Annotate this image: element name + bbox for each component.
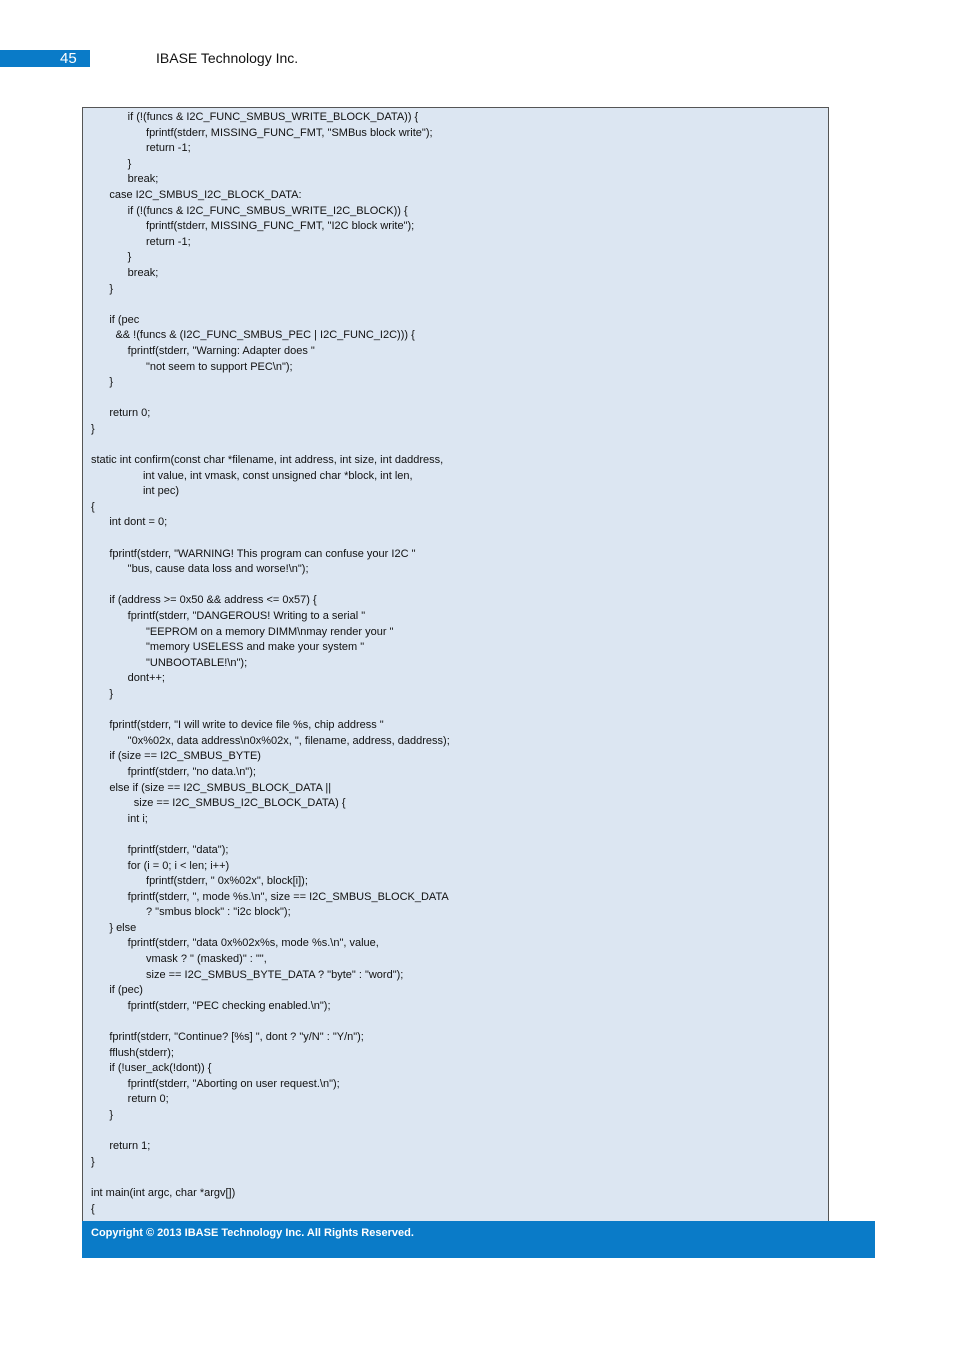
code-line: } else	[91, 921, 137, 934]
code-line: }	[91, 1155, 95, 1168]
code-line: return 1;	[91, 1140, 151, 1153]
code-line: for (i = 0; i < len; i++)	[91, 859, 230, 872]
code-line: fprintf(stderr, "data");	[91, 843, 229, 856]
code-line: break;	[91, 266, 159, 279]
code-line: }	[91, 422, 95, 435]
code-line: int i;	[91, 812, 148, 825]
code-line	[91, 531, 828, 547]
company-name: IBASE Technology Inc.	[156, 50, 299, 66]
code-line: "not seem to support PEC\n");	[91, 360, 293, 373]
code-line: "0x%02x, data address\n0x%02x, ", filename, address, daddress);	[91, 734, 450, 747]
code-line: fprintf(stderr, "Aborting on user request.\n");	[91, 1077, 340, 1090]
code-line: if (!(funcs & I2C_FUNC_SMBUS_WRITE_I2C_BLOCK)) {	[91, 204, 408, 217]
code-line: else if (size == I2C_SMBUS_BLOCK_DATA ||	[91, 781, 332, 794]
code-line: dont++;	[91, 672, 165, 685]
code-line: && !(funcs & (I2C_FUNC_SMBUS_PEC | I2C_FUNC_I2C))) {	[91, 329, 415, 342]
code-line: return 0;	[91, 1093, 169, 1106]
code-line: fprintf(stderr, " 0x%02x", block[i]);	[91, 875, 308, 888]
code-line: fprintf(stderr, MISSING_FUNC_FMT, "SMBus block write");	[91, 126, 433, 139]
page-number: 45	[60, 50, 77, 67]
code-line: return -1;	[91, 142, 191, 155]
code-line: fprintf(stderr, MISSING_FUNC_FMT, "I2C block write");	[91, 220, 415, 233]
code-line: fprintf(stderr, "Continue? [%s] ", dont ? "y/N" : "Y/n");	[91, 1031, 364, 1044]
code-line: "UNBOOTABLE!\n");	[91, 656, 248, 669]
code-line: if (pec)	[91, 984, 143, 997]
code-line	[91, 391, 828, 407]
code-line: int main(int argc, char *argv[])	[91, 1186, 236, 1199]
code-line: vmask ? " (masked)" : "",	[91, 953, 267, 966]
code-line: {	[91, 500, 95, 513]
code-line: fprintf(stderr, ", mode %s.\n", size == I2C_SMBUS_BLOCK_DATA	[91, 890, 449, 903]
code-line	[91, 827, 828, 843]
page-number-tab	[0, 50, 90, 67]
code-line	[91, 1014, 828, 1030]
code-line: break;	[91, 173, 159, 186]
code-line: size == I2C_SMBUS_BYTE_DATA ? "byte" : "word");	[91, 968, 404, 981]
code-line: }	[91, 282, 114, 295]
code-line: size == I2C_SMBUS_I2C_BLOCK_DATA) {	[91, 797, 346, 810]
code-line: if (pec	[91, 313, 140, 326]
code-line: fprintf(stderr, "Warning: Adapter does "	[91, 344, 315, 357]
code-line: "bus, cause data loss and worse!\n");	[91, 563, 309, 576]
code-line: }	[91, 251, 132, 264]
code-line: "EEPROM on a memory DIMM\nmay render your "	[91, 625, 394, 638]
code-line: fprintf(stderr, "data 0x%02x%s, mode %s.\n", value,	[91, 937, 379, 950]
code-line: return 0;	[91, 407, 151, 420]
code-line: }	[91, 687, 114, 700]
footer-bar	[82, 1221, 875, 1258]
code-line: static int confirm(const char *filename, int address, int size, int daddress,	[91, 454, 444, 467]
code-line: fprintf(stderr, "I will write to device file %s, chip address "	[91, 719, 384, 732]
code-line: int pec)	[91, 485, 180, 498]
code-line: int dont = 0;	[91, 516, 168, 529]
code-line	[91, 437, 828, 453]
code-line: fprintf(stderr, "WARNING! This program can confuse your I2C "	[91, 547, 416, 560]
copyright-text: Copyright © 2013 IBASE Technology Inc. All Rights Reserved.	[91, 1227, 414, 1239]
code-line	[91, 297, 828, 313]
code-line: }	[91, 157, 132, 170]
code-line: if (!user_ack(!dont)) {	[91, 1062, 212, 1075]
code-line: return -1;	[91, 235, 191, 248]
code-line: }	[91, 376, 114, 389]
code-line: fprintf(stderr, "PEC checking enabled.\n");	[91, 999, 331, 1012]
code-line: "memory USELESS and make your system "	[91, 641, 365, 654]
code-line: fprintf(stderr, "DANGEROUS! Writing to a serial "	[91, 610, 366, 622]
code-line	[91, 1124, 828, 1140]
code-line: int value, int vmask, const unsigned char *block, int len,	[91, 469, 413, 482]
code-line: if (address >= 0x50 && address <= 0x57) {	[91, 594, 317, 607]
code-line: case I2C_SMBUS_I2C_BLOCK_DATA:	[91, 188, 302, 201]
code-line: fflush(stderr);	[91, 1046, 174, 1059]
code-line: fprintf(stderr, "no data.\n");	[91, 765, 256, 778]
code-line: }	[91, 1109, 114, 1121]
code-line	[91, 1170, 828, 1186]
code-line: ? "smbus block" : "i2c block");	[91, 906, 291, 919]
code-line: if (size == I2C_SMBUS_BYTE)	[91, 750, 261, 763]
code-line: if (!(funcs & I2C_FUNC_SMBUS_WRITE_BLOCK_DATA)) {	[91, 111, 419, 123]
code-line	[91, 703, 828, 719]
code-listing	[82, 107, 829, 1222]
code-line: {	[91, 1202, 95, 1215]
code-line	[91, 578, 828, 594]
